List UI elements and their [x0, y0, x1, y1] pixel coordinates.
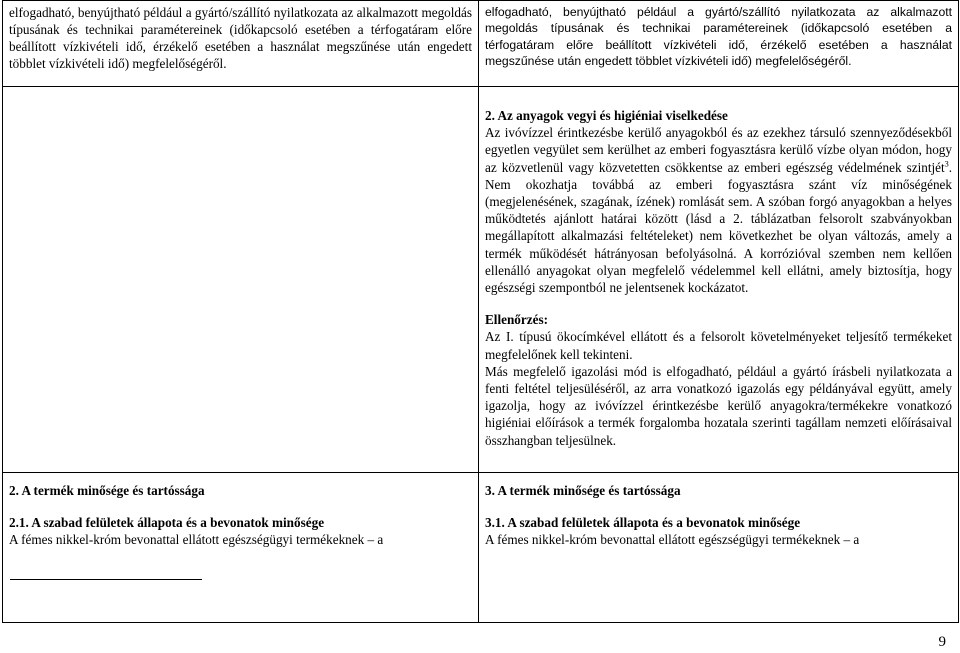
table-cell-right	[479, 87, 959, 473]
cell-text: A fémes nikkel-króm bevonattal ellátott egészségügyi termékeknek – a	[9, 532, 384, 548]
table-row	[3, 473, 959, 623]
section-title: 2. A termék minősége és tartóssága	[9, 483, 205, 498]
footnote-divider	[10, 579, 202, 580]
comparison-table	[2, 0, 959, 623]
section-heading: 2. Az anyagok vegyi és higiéniai viselkedése	[485, 108, 728, 123]
section-title: 3. A termék minősége és tartóssága	[485, 483, 681, 498]
subsection-title: 3.1. A szabad felületek állapota és a bevonatok minősége	[485, 515, 801, 531]
spacer	[485, 499, 952, 514]
footnote-reference: 3	[944, 159, 949, 169]
paragraph-text: Az ivóvízzel érintkezésbe kerülő anyagokból és az ezekhez társuló szennyeződésekből egyetlen vegyület sem kerülhet az emberi fogyasztásra kerülő vízbe olyan módon, hogy az közvetlenül vagy közvetetten csökkentse az emberi egészség védelmének szintjét	[485, 125, 952, 175]
spacer	[485, 296, 952, 311]
table-cell-left	[3, 1, 479, 87]
body-paragraph	[485, 124, 952, 296]
cell-text: elfogadható, benyújtható például a gyártó/szállító nyilatkozata az alkalmazott megoldás típusának és technikai paramétereinek (időkapcsoló esetében a térfogatáram előre beállított vízkivételi idő, érzékelő esetében a használat megszűnése után engedett többlet vízkivételi idő) megfelelőségéről.	[9, 5, 472, 71]
page-number: 9	[938, 634, 946, 650]
subsection-title: 2.1. A szabad felületek állapota és a bevonatok minősége	[9, 515, 325, 531]
table-cell-left-empty	[3, 87, 479, 473]
check-label: Ellenőrzés:	[485, 312, 548, 328]
table-cell-right	[479, 473, 959, 623]
cell-text: elfogadható, benyújtható például a gyártó/szállító nyilatkozata az alkalmazott megoldás típusának és technikai paramétereinek (időkapcsoló esetében a térfogatáram előre beállított vízkivételi idő, érzékelő esetében a használat megszűnése után engedett többlet vízkivételi idő) megfelelőségéről.	[485, 5, 952, 69]
check-paragraph: Más megfelelő igazolási mód is elfogadható, például a gyártó írásbeli nyilatkozata a fenti feltétel teljesüléséről, az arra vonatkozó igazolás egy példányával együtt, amely igazolja, hogy az ivóvízzel érintkezésbe kerülő anyagokra/termékekre vonatkozó higiéniai előírások a termék forgalomba hozatala szerinti tagállam nemzeti előírásaival összhangban teljesülnek.	[485, 363, 952, 448]
spacer	[9, 499, 472, 514]
table-row	[3, 1, 959, 87]
cell-text: A fémes nikkel-króm bevonattal ellátott egészségügyi termékeknek – a	[485, 532, 860, 548]
paragraph-text: . Nem okozhatja továbbá az emberi fogyasztásra szánt víz minőségének (megjelenésének, szagának, ízének) romlását sem. A szóban forgó anyagokban a helyes működtetés ajánlott határai között (lásd a 2. táblázatban felsorolt szabványokban megállapított alkalmazási feltételeket) nem következhet be olyan változás, amely a termék működését hátrányosan befolyásolná. A korrózióval szemben nem kellően ellenálló anyagokat olyan megfelelő védelemmel kell ellátni, amely biztosítja, hogy egészségi szempontból ne jelentsenek kockázatot.	[485, 159, 952, 296]
check-paragraph: Az I. típusú ökocímkével ellátott és a felsorolt követelményeket teljesítő termékeket megfelelőnek kell tekinteni.	[485, 329, 952, 362]
table-row	[3, 87, 959, 473]
table-cell-left	[3, 473, 479, 623]
table-cell-right	[479, 1, 959, 87]
